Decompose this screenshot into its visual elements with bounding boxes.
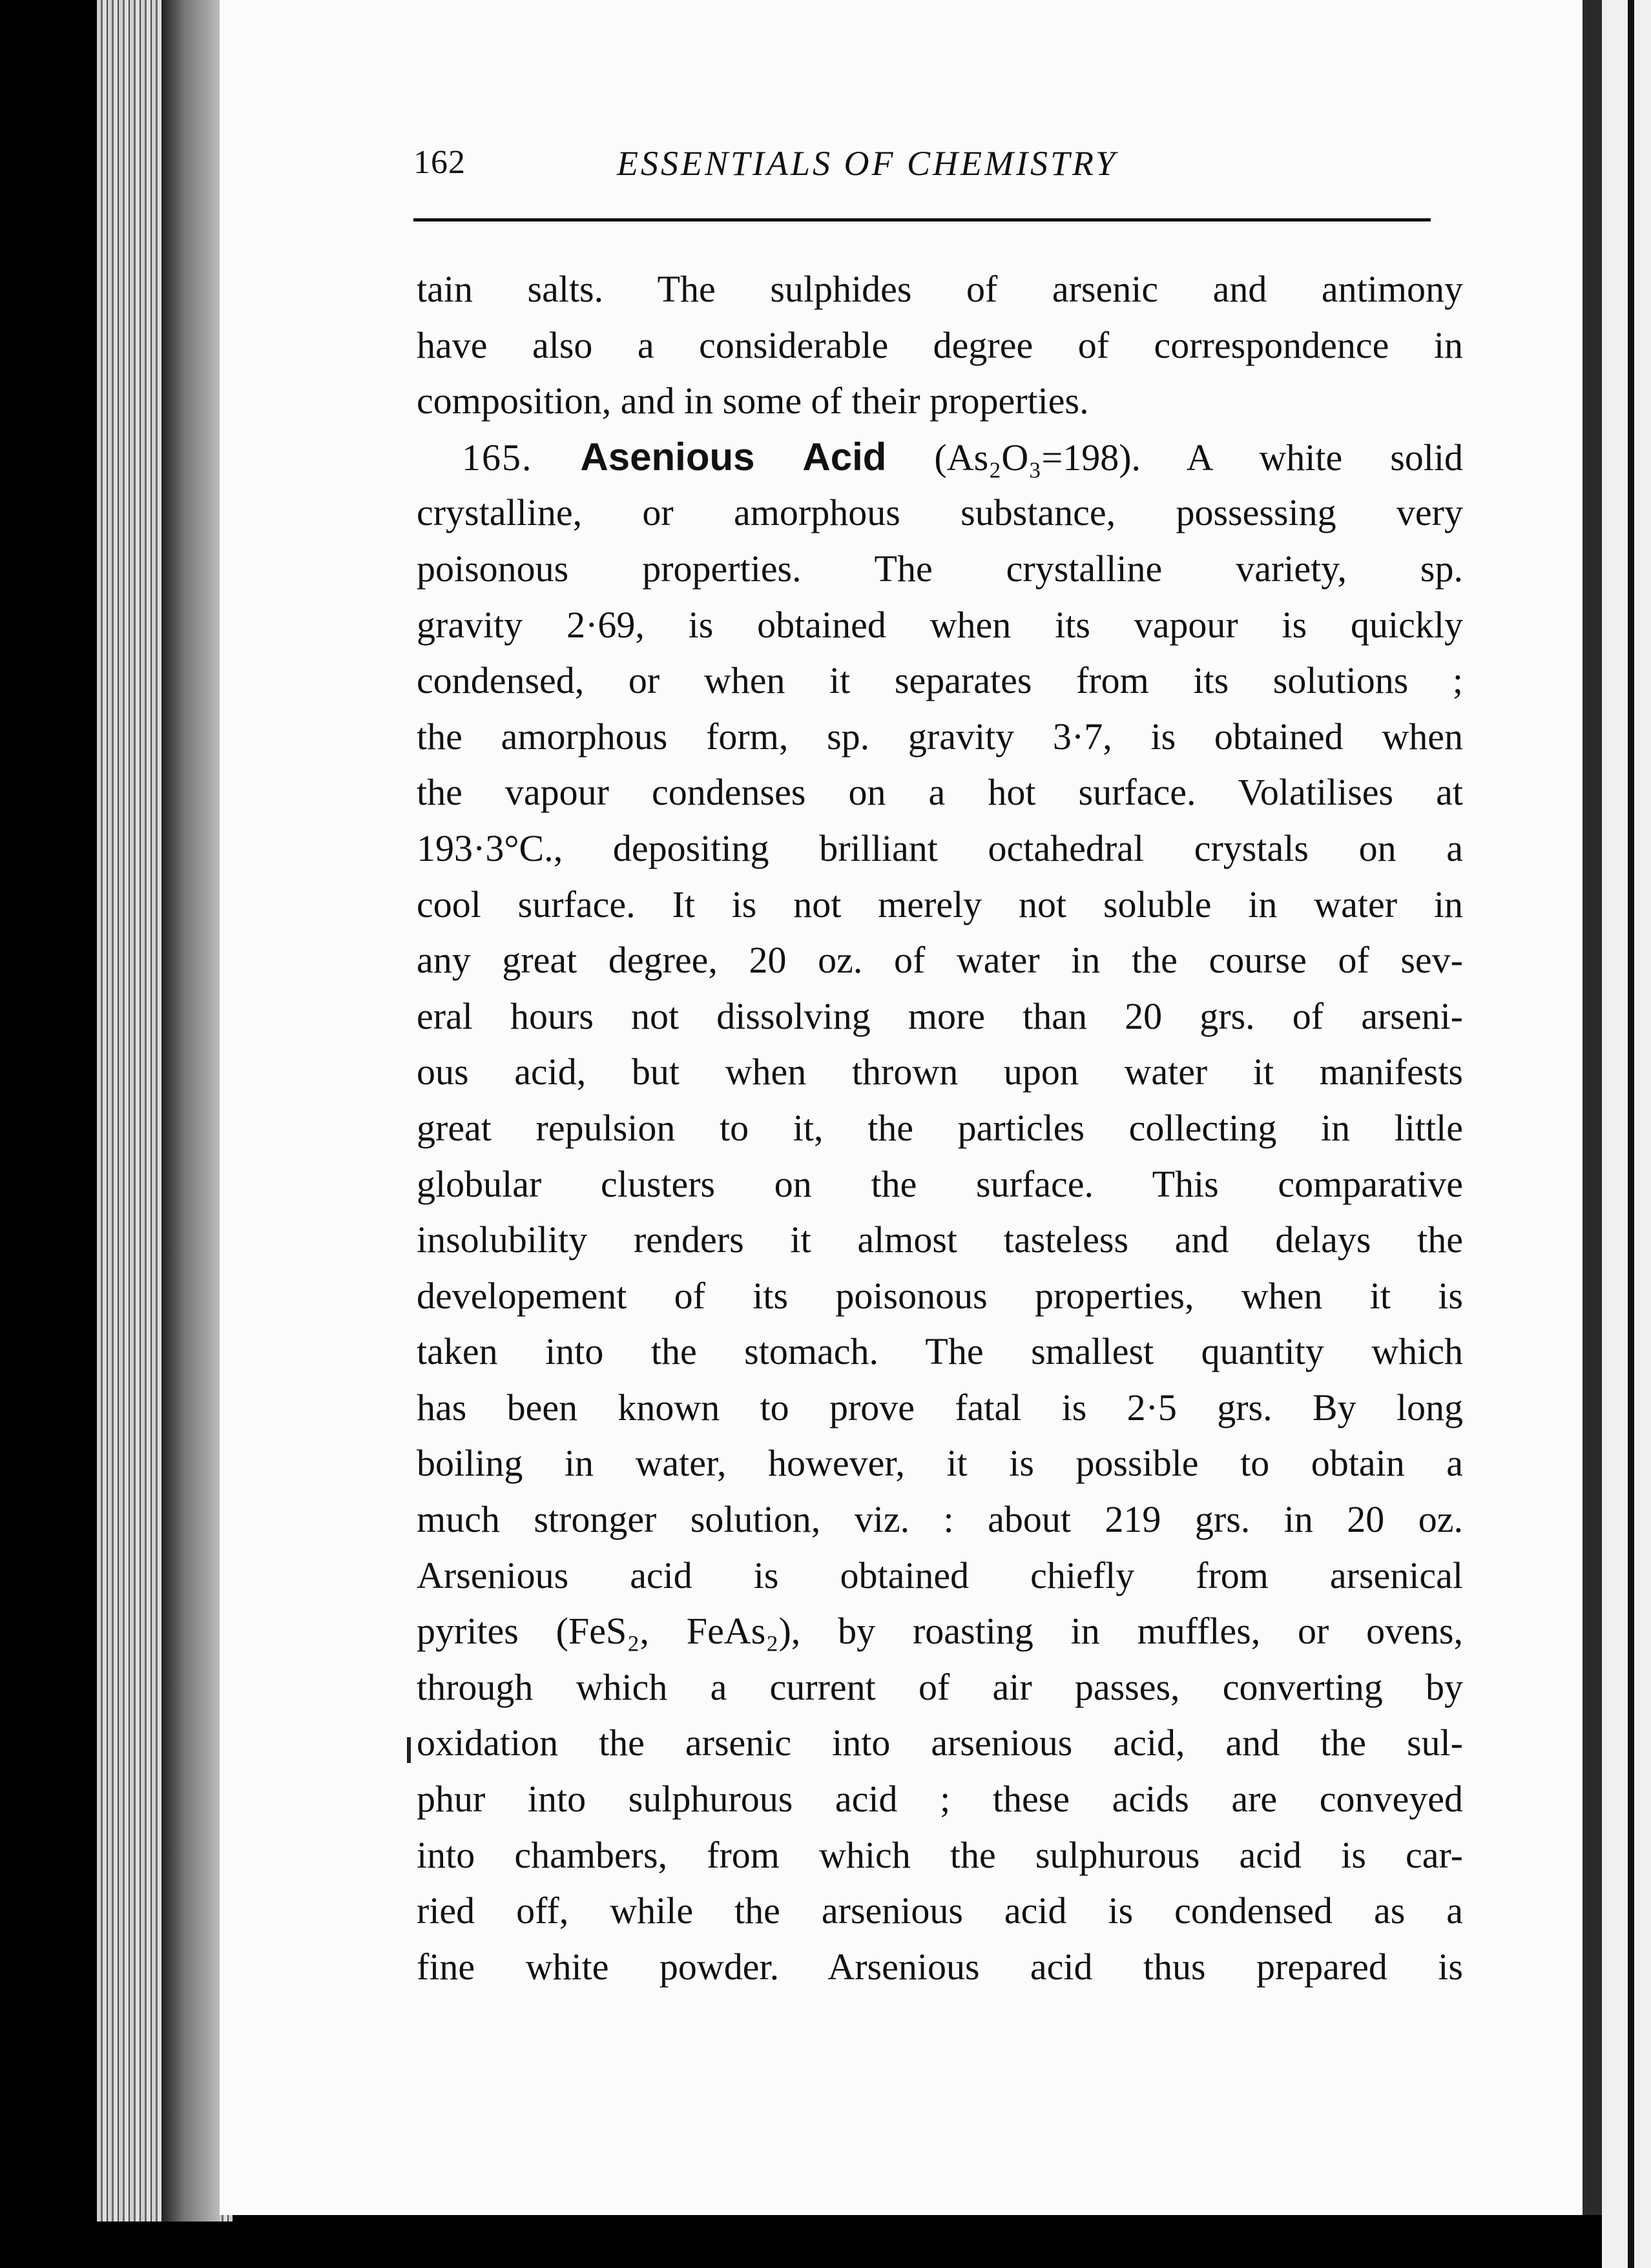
text-line: gravity 2·69, is obtained when its vapour is quickly: [417, 603, 1463, 646]
running-title: ESSENTIALS OF CHEMISTRY: [617, 144, 1118, 183]
text-line: composition, and in some of their properties.: [417, 380, 1089, 422]
text-line: phur into sulphurous acid ; these acids are conveyed: [417, 1778, 1463, 1820]
text-line: 193·3°C., depositing brilliant octahedral crystals on a: [417, 827, 1463, 869]
text-line: developement of its poisonous properties, when it is: [417, 1274, 1463, 1317]
text-line: the amorphous form, sp. gravity 3·7, is obtained when: [417, 715, 1463, 758]
text-line: taken into the stomach. The smallest quantity which: [417, 1330, 1463, 1373]
text-line: have also a considerable degree of correspondence in: [417, 324, 1463, 366]
text-line: any great degree, 20 oz. of water in the course of sev-: [417, 939, 1463, 982]
text-line: the vapour condenses on a hot surface. Volatilises at: [417, 771, 1463, 814]
text-line: fine white powder. Arsenious acid thus prepared is: [417, 1945, 1463, 1988]
text-line: boiling in water, however, it is possible to obtain a: [417, 1442, 1463, 1485]
text-line: oxidation the arsenic into arsenious acid, and the sul-: [417, 1722, 1463, 1764]
running-header: [413, 143, 1434, 189]
text-line: much stronger solution, viz. : about 219 grs. in 20 oz.: [417, 1498, 1463, 1541]
text-line: globular clusters on the surface. This comparative: [417, 1162, 1463, 1205]
text-line: through which a current of air passes, converting by: [417, 1665, 1463, 1708]
text-line: great repulsion to it, the particles collecting in little: [417, 1106, 1463, 1149]
text-line: into chambers, from which the sulphurous acid is car-: [417, 1833, 1463, 1876]
text-line: poisonous properties. The crystalline variety, sp.: [417, 547, 1463, 590]
text-line: crystalline, or amorphous substance, possessing very: [417, 491, 1463, 534]
text-line: insolubility renders it almost tasteless and delays the: [417, 1219, 1463, 1261]
section-number: 165.: [462, 436, 533, 479]
text-line: condensed, or when it separates from its solutions ;: [417, 659, 1463, 702]
text-line: ous acid, but when thrown upon water it manifests: [417, 1051, 1463, 1093]
page-number: 162: [413, 144, 466, 181]
text-line: cool surface. It is not merely not soluble in water in: [417, 883, 1463, 925]
text-line: tain salts. The sulphides of arsenic and antimony: [417, 268, 1463, 310]
text-line: pyrites (FeS₂, FeAs₂), by roasting in muffles, or ovens,: [417, 1610, 1463, 1653]
header-rule: [413, 218, 1431, 222]
adjacent-page-border: [1628, 0, 1634, 2268]
body-text: [417, 262, 1463, 1995]
margin-mark: [407, 1737, 411, 1763]
text-line: Arsenious acid is obtained chiefly from arsenical: [417, 1554, 1463, 1596]
section-heading: Asenious Acid: [580, 435, 887, 479]
text-line: ried off, while the arsenious acid is condensed as a: [417, 1890, 1463, 1932]
section-heading-rest: (As₂O₃=198). A white solid: [934, 436, 1464, 479]
adjacent-page-strip: [1602, 0, 1651, 2268]
text-line: eral hours not dissolving more than 20 grs. of arseni-: [417, 995, 1463, 1037]
text-line: has been known to prove fatal is 2·5 grs. By long: [417, 1386, 1463, 1428]
gutter-shadow: [161, 0, 220, 2222]
section-heading-line: [417, 429, 1463, 486]
right-page-edge: [1583, 0, 1602, 2215]
